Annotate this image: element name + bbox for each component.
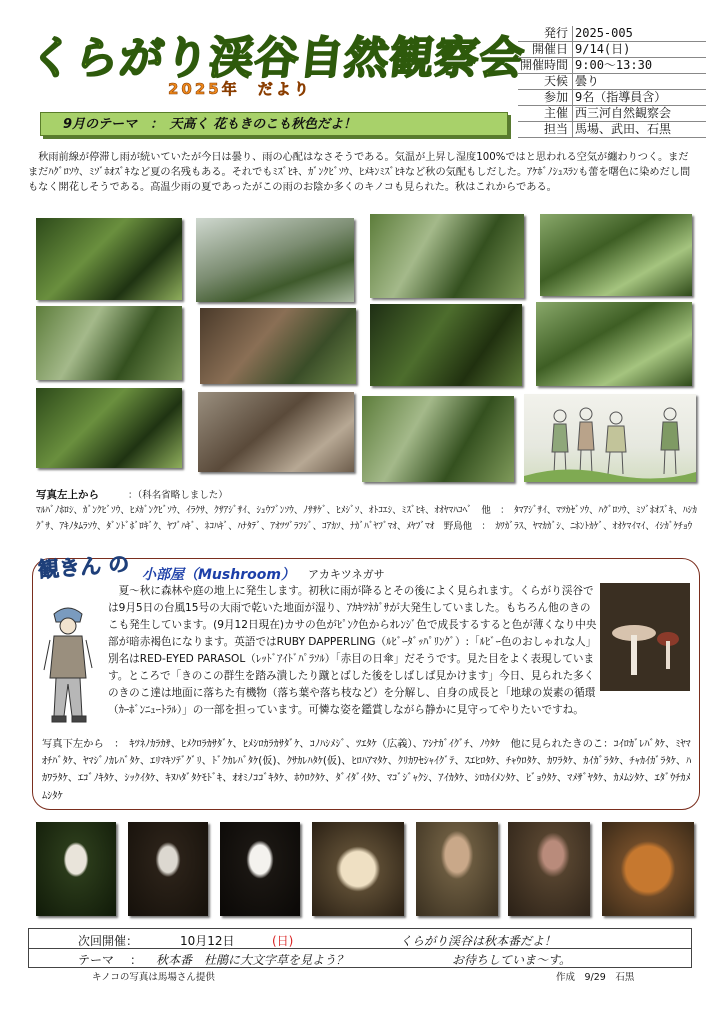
- info-row: 主催 西三河自然観察会: [518, 106, 706, 122]
- waiting-message: お待ちしていま〜す。: [452, 953, 572, 967]
- next-event-slogan: くらがり渓谷は秋本番だよ！: [400, 934, 557, 948]
- plant-photo: [200, 308, 356, 384]
- plant-photo: [370, 304, 522, 386]
- info-row: 天候 曇り: [518, 74, 706, 90]
- info-row: 開催日 9/14(日): [518, 42, 706, 58]
- newsletter-subtitle: 2025年 だより: [168, 80, 312, 98]
- column-tag: 観きん の: [37, 551, 131, 583]
- next-theme-text: 秋本番 杜鵑に大文字草を見よう？: [156, 953, 349, 967]
- intro-paragraph: 秋雨前線が停滞し雨が続いていたが今日は曇り、雨の心配はなさそうである。気温が上昇し湿度100%ではと思われる空気が纏わりつく。まだまだﾊｸﾞﾛｿｳ、ﾐｿﾞﾎｵｽﾞｷなど夏の名残もある。それでもﾐｽﾞﾋｷ、ｶﾞﾝｸﾋﾞｿｳ、ﾋﾒｷﾝﾐｽﾞﾋｷなど秋の気配もしだした。ｱｹﾎﾞﾉｼｭｽﾗﾝも蕾を曙色に染めだし間もなく開花しそうである。高温少雨の夏であったがこの雨のお陰か多くのキノコも見られた。秋はこれからである。: [28, 152, 691, 193]
- hikers-illustration: [524, 394, 696, 482]
- plant-photo: [540, 214, 692, 296]
- plant-photo: [196, 218, 354, 302]
- photo-credit: キノコの写真は馬場さん提供: [92, 972, 215, 983]
- guide-illustration: [40, 600, 96, 728]
- info-row: 発行 2025-005: [518, 26, 706, 42]
- mushroom-photo: [312, 822, 404, 916]
- mushroom-species-list: 写真下左から ： ｷﾂﾈﾉｶﾗｶｻ、ﾋﾒｸﾛﾗｶｻﾀﾞｹ、ﾋﾒｼﾛｶﾗｶｻﾀﾞｹ、ｺﾉﾊｼﾒｼﾞ、ﾂｴﾀｹ（広義）、ｱｼﾅｶﾞｲｸﾞﾁ、ﾉｳﾀｹ 他に見られたきのこ：ｺｲﾛｶﾞﾚﾊﾞﾀｹ、ﾐﾔﾏｵﾁﾊﾞﾀｹ、ﾔﾏｼﾞﾉｶﾚﾊﾞﾀｹ、ｴﾘﾏｷｿﾃﾞｸﾞﾘ、ﾄﾞｸｶﾚﾊﾞﾀｹ(仮)、ｸｻｶﾚﾊﾀｹ(仮)、ﾋﾛﾊｱﾏﾀｹ、ｸﾘｶﾜｾｼｬｲｸﾞﾃ、ｽｴﾋﾛﾀｹ、ﾁｬｳﾛﾀｹ、ｶﾜﾗﾀｹ、ｶｲｶﾞﾗﾀｹ、ﾁｬｶｲｶﾞﾗﾀｹ、ﾊｶﾜﾗﾀｹ、ｴｺﾞﾉｷﾀｹ、ｼｯｸｲﾀｹ、ｷﾇﾊﾀﾞﾀｹﾓﾄﾞｷ、ｵｵﾐﾉｺｺﾞｷﾀｹ、ﾎｳﾛｸﾀｹ、ﾀﾞｲﾀﾞｲﾀｹ、ﾏｺﾞｼﾞｬｸｼ、ｱｲｶﾀｹ、ｼﾛｶｲﾒﾝﾀｹ、ﾋﾞｮｳﾀｹ、ﾏﾒｻﾞﾔﾀｹ、ｶﾒﾑｼﾀｹ、ｴﾀﾞｳﾁｶﾒﾑｼﾀｹ: [42, 738, 692, 802]
- monthly-theme: 9月のテーマ ： 天高く 花もきのこも秋色だよ！: [40, 112, 508, 136]
- person-sketch-icon: [40, 600, 96, 728]
- column-title: 小部屋（Mushroom）: [142, 567, 295, 583]
- plant-photo: [36, 306, 182, 380]
- info-row: 参加 9名（指導員含）: [518, 90, 706, 106]
- plant-photo: [370, 214, 524, 298]
- next-event-day: (日): [272, 934, 294, 948]
- next-theme-label: テーマ: [78, 953, 115, 967]
- plant-photo: [36, 388, 182, 468]
- mushroom-photo: [416, 822, 498, 916]
- mushroom-photo: [128, 822, 208, 916]
- photos-caption-title: 写真左上から: [36, 489, 99, 501]
- hikers-sketch: [524, 394, 696, 482]
- mushroom-image: [600, 583, 690, 691]
- plant-photo: [36, 218, 182, 300]
- featured-mushroom-photo: [600, 583, 690, 691]
- plant-photo: [362, 396, 514, 482]
- event-info-table: [518, 26, 706, 138]
- mushroom-photo: [220, 822, 300, 916]
- next-event-date: 10月12日: [180, 934, 235, 948]
- photos-caption-note: ：（科名省略しました）: [128, 490, 228, 501]
- plant-species-list: ﾏﾙﾊﾞﾉﾎﾛｼ、ｶﾞﾝｸﾋﾞｿｳ、ﾋﾒｶﾞﾝｸﾋﾞｿｳ、ｲﾗｸｻ、ｸｻｱｼﾞｻｲ、ｼｭｳﾌﾞﾝｿｳ、ﾉｻｻｹﾞ、ﾋﾒｼﾞｿ、ｵﾄｺｴｼ、ﾐｽﾞﾋｷ、ｵｵﾔﾏﾊｺﾍﾞ 他 ： ﾀﾏｱｼﾞｻｲ、ﾏﾂｶｾﾞｿｳ、ﾊｸﾞﾛｿｳ、ﾐｿﾞﾎｵｽﾞｷ、ﾊｼｶｸﾞｻ、ｱｷﾉﾀﾑﾗｿｳ、ﾀﾞﾝﾄﾞﾎﾞﾛｷﾞｸ、ﾔﾌﾞﾊｷﾞ、ﾈｺﾊｷﾞ、ﾊﾅﾀﾃﾞ、ｱｵﾂﾂﾞﾗﾌｼﾞ、ｺｱｶｿ、ﾅｶﾞﾊﾞﾔﾌﾞﾏｵ、ﾒﾔﾌﾞﾏｵ 野鳥他 ： ｶﾜｶﾞﾗｽ、ﾔﾏｶｶﾞｼ、ﾆﾎﾝﾄｶｹﾞ、ｵｵｹﾏｲﾏｲ、ｲｼｶﾞｹﾁｮｳ: [36, 505, 697, 532]
- next-theme-sep: ：: [130, 953, 143, 967]
- mushroom-photo: [508, 822, 590, 916]
- mushroom-photo: [602, 822, 694, 916]
- mushroom-photo: [36, 822, 116, 916]
- info-row: 開催時間 9:00〜13:30: [518, 58, 706, 74]
- column-subject: アカキツネガサ: [308, 568, 385, 581]
- newsletter-title: くらがり渓谷自然観察会: [26, 33, 528, 84]
- created-by: 作成 9/29 石黒: [556, 972, 635, 983]
- next-event-label: 次回開催：: [78, 934, 139, 948]
- plant-photo: [198, 392, 354, 472]
- info-row: 担当 馬場、武田、石黒: [518, 122, 706, 138]
- plant-photo: [536, 302, 692, 386]
- column-body: 夏〜秋に森林や庭の地上に発生します。初秋に雨が降るとその後によく見られます。くらがり渓谷では9月5日の台風15号の大雨で乾いた地面が湿り、ｱｶｷﾂﾈｶﾞｻが大発生していました。もちろん他のきのこも発生しています。(9月12日現在)カサの色がﾋﾟﾝｸ色からｵﾚﾝｼﾞ色で成長するすると色が薄くなり中央部が暗赤褐色になります。英語ではRUBY DAPPERLING（ﾙﾋﾞｰﾀﾞｯﾊﾟﾘﾝｸﾞ）:「ﾙﾋﾞｰ色のおしゃれな人」別名はRED-EYED PARASOL（ﾚｯﾄﾞｱｲﾄﾞﾊﾟﾗｿﾙ）「赤目の日傘」だそうです。見た目をよく表現しています。ところで「きのこの群生を踏み潰したり蹴とばした後をしばしば見かけます」今日、見られた多くのきのこ達は地面に落ちた有機物（落ち葉や落ち枝など）を分解し、自身の成長と「地球の炭素の循環（ｶｰﾎﾞﾝﾆｭｰﾄﾗﾙ）」の一部を担っています。可憐な姿を鑑賞しながら静かに見守ってやりたいですね。: [108, 585, 597, 716]
